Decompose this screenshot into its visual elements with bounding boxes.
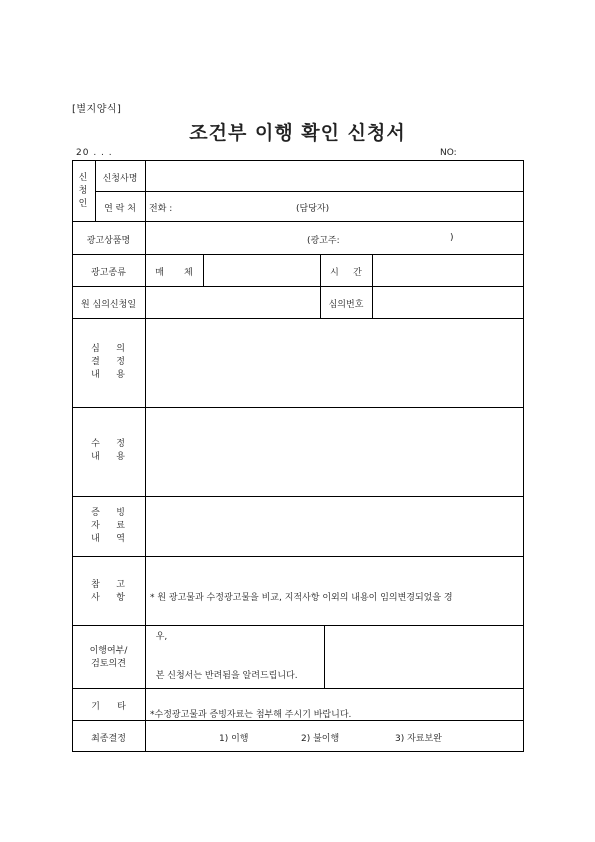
product-name-label: 광고상품명 xyxy=(86,236,131,246)
contact-label: 연 락 처 xyxy=(104,204,136,214)
revision-label: 수 정 내 용 xyxy=(91,439,126,462)
phone-label: 전화 : xyxy=(149,204,173,214)
advertiser-close: ) xyxy=(450,233,454,243)
final-decision-label: 최종결정 xyxy=(91,734,126,744)
review-decision-label: 심 의 결 정 내 용 xyxy=(91,344,126,380)
ad-type-label: 광고종류 xyxy=(91,268,126,278)
time-label: 시 간 xyxy=(330,268,362,278)
applicant-group-label: 신 청 인 xyxy=(78,173,89,209)
document-number-label: NO: xyxy=(440,148,457,158)
medium-label: 매 체 xyxy=(155,268,193,278)
reference-notes xyxy=(150,566,453,735)
reference-note-line: 우, xyxy=(150,632,168,642)
reference-note-line: * 원 광고물과 수정광고물을 비교, 지적사항 이외의 내용이 임의변경되었을 경 xyxy=(150,593,453,603)
reference-label: 참 고 사 항 xyxy=(91,580,126,603)
original-review-date-label: 원 심의신청일 xyxy=(80,300,137,310)
final-option-supplement: 3) 자료보완 xyxy=(395,734,442,744)
application-date: 20 . . . xyxy=(76,148,113,158)
applicant-name-label: 신청사명 xyxy=(102,174,138,184)
annex-label: [별지양식] xyxy=(72,104,122,115)
form-title: 조건부 이행 확인 신청서 xyxy=(189,122,406,144)
evidence-label: 증 빙 자 료 내 역 xyxy=(91,508,126,544)
advertiser-label: (광고주: xyxy=(307,236,340,246)
other-label: 기 타 xyxy=(91,702,126,712)
reference-note-line: *수정광고물과 증빙자료는 첨부해 주시기 바랍니다. xyxy=(150,710,352,720)
compliance-label: 이행여부/ 검토의견 xyxy=(89,646,128,669)
review-number-label: 심의번호 xyxy=(328,300,364,310)
reference-note-line: 본 신청서는 반려됨을 알려드립니다. xyxy=(150,671,298,681)
manager-label: (담당자) xyxy=(296,204,330,214)
final-option-noncompliance: 2) 불이행 xyxy=(301,734,340,744)
final-option-compliance: 1) 이행 xyxy=(219,734,249,744)
